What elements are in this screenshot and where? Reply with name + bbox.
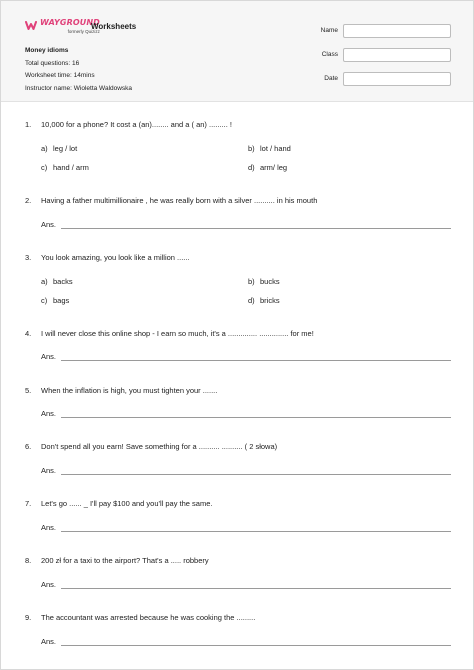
option-letter: a) (41, 144, 48, 153)
option-text: lot / hand (260, 144, 291, 153)
answer-line[interactable] (61, 531, 451, 532)
question-text: Let's go ...... _ I'll pay $100 and you'll pay the same. (41, 499, 213, 508)
logo-subtitle: formerly Quizizz (67, 29, 100, 34)
answer-line[interactable] (61, 474, 451, 475)
option-b[interactable] (248, 144, 291, 153)
question-text: When the inflation is high, you must tighten your ....... (41, 386, 218, 395)
option-text: bricks (260, 296, 280, 305)
option-text: bucks (260, 277, 280, 286)
answer-line[interactable] (61, 588, 451, 589)
option-letter: d) (248, 163, 255, 172)
option-text: backs (53, 277, 73, 286)
option-letter: c) (41, 163, 48, 172)
question-number: 7. (25, 499, 32, 508)
question-text: 10,000 for a phone? It cost a (an)........ and a ( an) ......... ! (41, 120, 232, 129)
option-letter: c) (41, 296, 48, 305)
answer-label: Ans. (41, 409, 57, 418)
option-a[interactable] (41, 144, 77, 153)
question-number: 2. (25, 196, 32, 205)
question-text: You look amazing, you look like a million ...... (41, 253, 190, 262)
question-text: 200 zł for a taxi to the airport? That's a ..... robbery (41, 556, 209, 565)
option-text: leg / lot (53, 144, 78, 153)
app-title: Worksheets (91, 22, 137, 31)
name-field[interactable] (343, 24, 451, 38)
question-number: 9. (25, 613, 32, 622)
name-label: Name (320, 27, 338, 34)
total-questions: Total questions: 16 (25, 59, 80, 67)
worksheet-header (1, 1, 473, 102)
answer-label: Ans. (41, 220, 57, 229)
option-c[interactable] (41, 296, 69, 305)
option-c[interactable] (41, 163, 89, 172)
answer-label: Ans. (41, 352, 57, 361)
question-text: Having a father multimillionaire , he was really born with a silver .......... in his mouth (41, 196, 318, 205)
class-label: Class (321, 51, 338, 58)
worksheet-meta (25, 45, 132, 95)
option-letter: b) (248, 144, 255, 153)
question-number: 5. (25, 386, 32, 395)
option-d[interactable] (248, 296, 280, 305)
option-letter: b) (248, 277, 255, 286)
date-field[interactable] (343, 72, 451, 86)
worksheet-title: Money idioms (25, 47, 69, 54)
answer-label: Ans. (41, 637, 57, 646)
question-text: I will never close this online shop - I earn so much, it's a .............. .............. for me! (41, 329, 314, 338)
option-letter: d) (248, 296, 255, 305)
option-a[interactable] (41, 277, 73, 286)
option-text: bags (53, 296, 70, 305)
answer-label: Ans. (41, 523, 57, 532)
logo-icon (25, 19, 37, 31)
question-number: 6. (25, 442, 32, 451)
option-text: hand / arm (53, 163, 89, 172)
option-letter: a) (41, 277, 48, 286)
answer-line[interactable] (61, 645, 451, 646)
question-text: Don't spend all you earn! Save something for a .......... .......... ( 2 słowa) (41, 442, 278, 451)
answer-line[interactable] (61, 360, 451, 361)
question-number: 4. (25, 329, 32, 338)
option-b[interactable] (248, 277, 280, 286)
date-label: Date (324, 75, 338, 82)
answer-line[interactable] (61, 228, 451, 229)
question-number: 8. (25, 556, 32, 565)
class-field[interactable] (343, 48, 451, 62)
wayground-logo (25, 18, 100, 35)
question-number: 3. (25, 253, 32, 262)
answer-line[interactable] (61, 417, 451, 418)
instructor-name: Instructor name: Wioletta Waldowska (25, 84, 133, 92)
option-d[interactable] (248, 163, 287, 172)
answer-label: Ans. (41, 466, 57, 475)
question-number: 1. (25, 120, 32, 129)
option-text: arm/ leg (260, 163, 288, 172)
answer-label: Ans. (41, 580, 57, 589)
question-text: The accountant was arrested because he was cooking the ......... (41, 613, 256, 622)
logo-brand-text: WAYGROUND (40, 18, 100, 27)
worksheet-time: Worksheet time: 14mins (25, 72, 95, 79)
